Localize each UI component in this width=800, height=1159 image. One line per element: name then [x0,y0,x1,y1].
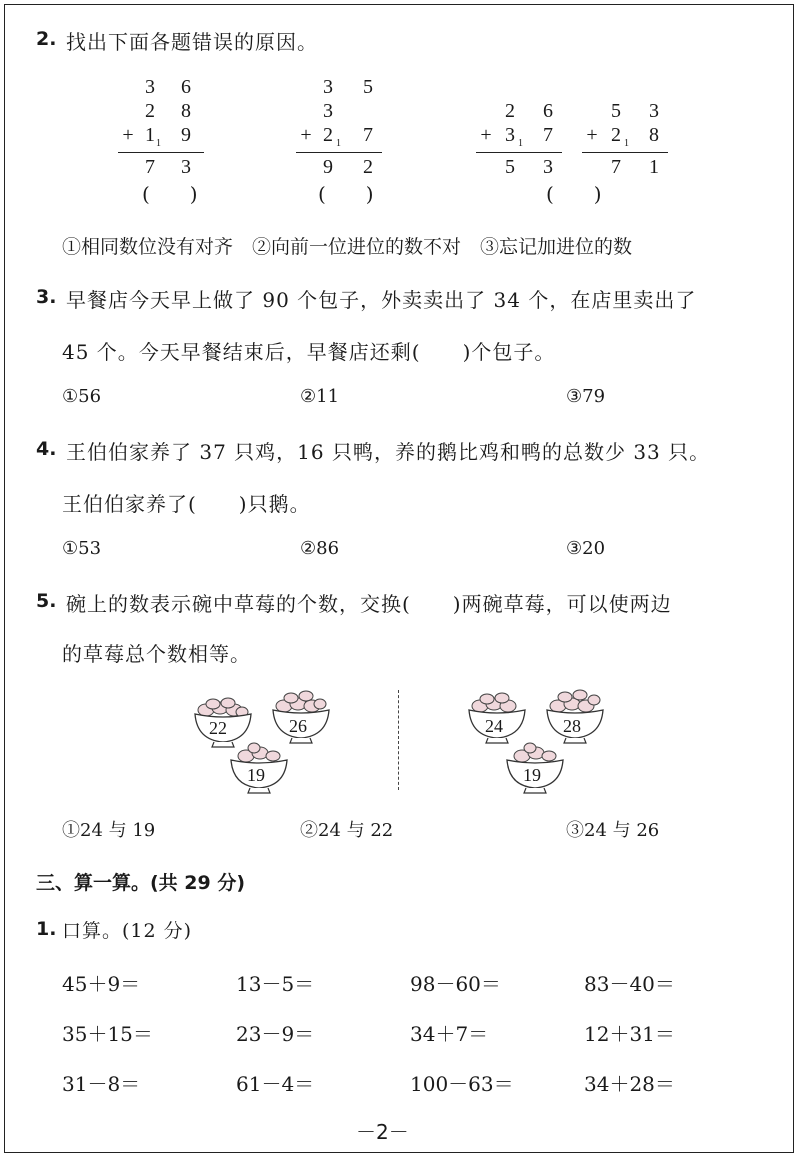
section-3-title: 三、算一算。(共 29 分) [36,872,246,894]
oral-calc-item[interactable]: 31－8＝ [62,1072,141,1096]
question-3-option-2[interactable]: ②11 [300,386,340,407]
error-reasons: ①相同数位没有对齐 ②向前一位进位的数不对 ③忘记加进位的数 [62,236,633,258]
question-2-number: 2. [36,28,57,50]
oral-calc-item[interactable]: 23－9＝ [236,1022,315,1046]
question-4-line-1: 王伯伯家养了 37 只鸡，16 只鸭，养的鹅比鸡和鸭的总数少 33 只。 [66,440,711,464]
bowl-count: 24 [485,716,503,736]
strawberry-bowl-right-3 [504,742,566,798]
question-4-option-2[interactable]: ②86 [300,538,340,559]
oral-calc-item[interactable]: 100－63＝ [410,1072,514,1096]
oral-calc-item[interactable]: 12＋31＝ [584,1022,675,1046]
question-5-line-2: 的草莓总个数相等。 [62,642,251,666]
question-4-option-3[interactable]: ③20 [566,538,606,559]
question-5-option-2[interactable]: ②24 与 22 [300,820,394,841]
question-3-line-1: 早餐店今天早上做了 90 个包子，外卖卖出了 34 个，在店里卖出了 [66,288,697,312]
strawberry-bowl-right-1 [466,690,528,748]
question-4-number: 4. [36,438,57,460]
strawberry-bowl-right-2 [544,688,606,748]
strawberry-bowl-left-2 [270,690,332,748]
question-5-option-1[interactable]: ①24 与 19 [62,820,156,841]
section-3-q1-number: 1. [36,918,57,940]
bowl-count: 26 [289,716,307,736]
answer-blank-2[interactable]: ( ) [318,182,374,206]
question-3-option-1[interactable]: ①56 [62,386,102,407]
bowl-count: 22 [209,718,227,738]
oral-calc-item[interactable]: 34＋7＝ [410,1022,489,1046]
question-4-option-1[interactable]: ①53 [62,538,102,559]
question-3-line-2: 45 个。今天早餐结束后，早餐店还剩( )个包子。 [62,340,556,364]
oral-calc-item[interactable]: 61－4＝ [236,1072,315,1096]
strawberry-bowl-left-3 [228,742,290,798]
question-4-line-2: 王伯伯家养了( )只鹅。 [62,492,311,516]
oral-calc-item[interactable]: 13－5＝ [236,972,315,996]
divider-dashed [398,690,399,790]
question-2-text: 找出下面各题错误的原因。 [66,30,318,54]
oral-calc-item[interactable]: 45＋9＝ [62,972,141,996]
question-5-line-1: 碗上的数表示碗中草莓的个数，交换( )两碗草莓，可以使两边 [66,592,672,616]
vertical-addition-1: 3 6 2 8 + 1 1 9 7 3 [118,76,208,206]
question-5-option-3[interactable]: ③24 与 26 [566,820,660,841]
bowl-count: 19 [247,765,265,785]
answer-blank-3[interactable]: ( ) [546,182,602,206]
question-5-number: 5. [36,590,57,612]
oral-calc-item[interactable]: 34＋28＝ [584,1072,675,1096]
vertical-addition-2: 3 5 3 + 2 1 7 9 2 [296,76,386,206]
answer-blank-1[interactable]: ( ) [142,182,198,206]
question-3-option-3[interactable]: ③79 [566,386,606,407]
oral-calc-item[interactable]: 83－40＝ [584,972,675,996]
oral-calc-item[interactable]: 98－60＝ [410,972,501,996]
section-3-q1-text: 口算。(12 分) [62,920,193,942]
vertical-addition-3b: 5 3 + 2 1 8 7 1 [582,100,672,200]
bowl-count: 19 [523,765,541,785]
question-3-number: 3. [36,286,57,308]
page-number: －2－ [356,1120,409,1144]
vertical-addition-3a: 2 6 + 3 1 7 5 3 [476,100,566,200]
oral-calc-item[interactable]: 35＋15＝ [62,1022,153,1046]
bowl-count: 28 [563,716,581,736]
